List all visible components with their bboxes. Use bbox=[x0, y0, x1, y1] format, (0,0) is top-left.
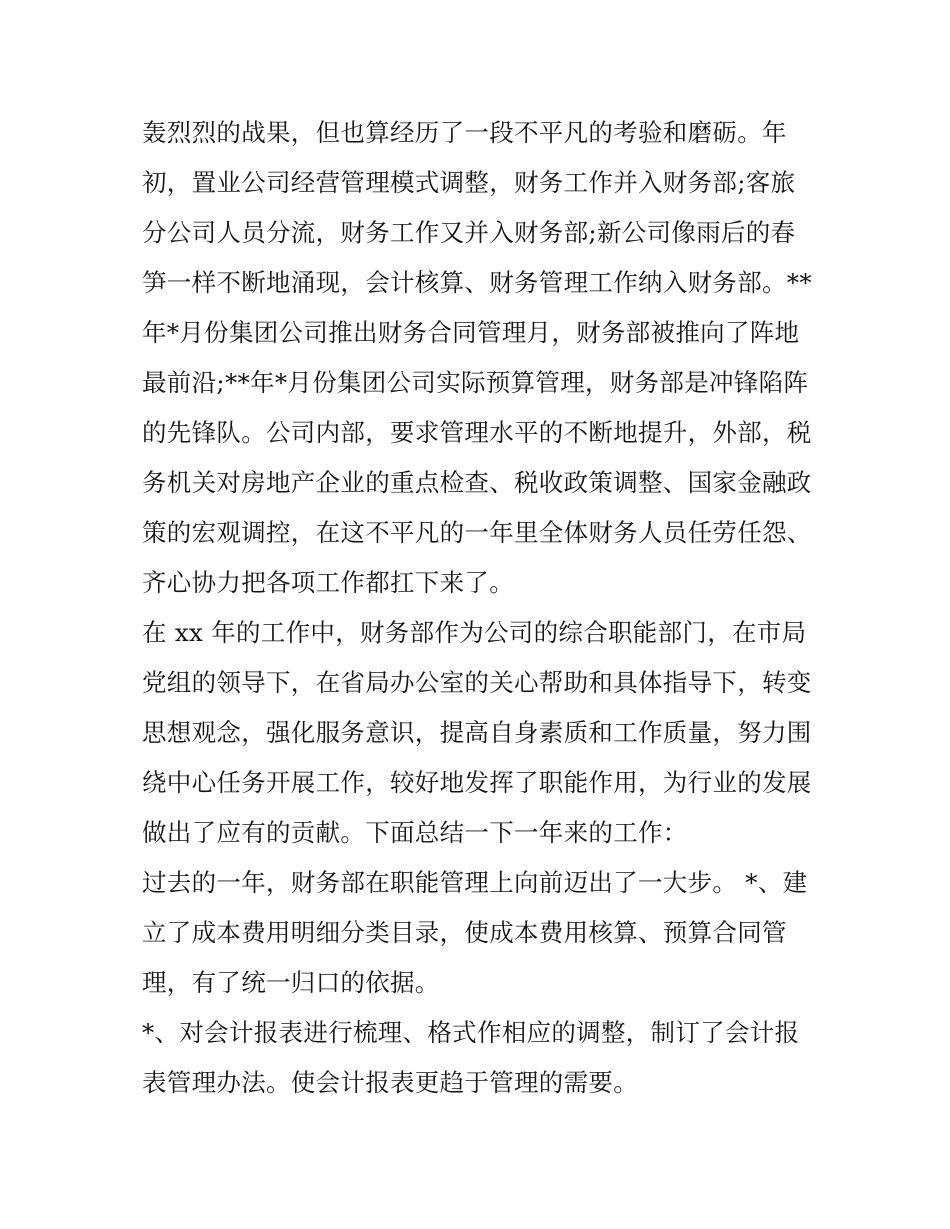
paragraph-3: 过去的一年，财务部在职能管理上向前迈出了一大步。 *、建 立了成本费用明细分类目录，使成本费用核算、预算合同管 理，有了统一归口的依据。 bbox=[142, 868, 808, 997]
document-body bbox=[142, 108, 812, 1108]
paragraph-4: *、对会计报表进行梳理、格式作相应的调整，制订了会计报 表管理办法。使会计报表更趋于管理的需要。 bbox=[142, 1018, 800, 1097]
paragraph-1: 轰烈烈的战果，但也算经历了一段不平凡的考验和磨砺。年 初，置业公司经营管理模式调整，财务工作并入财务部;客旅 分公司人员分流，财务工作又并入财务部;新公司像雨后的春 笋一样不断地涌现，会计核算、财务管理工作纳入财务部。** 年*月份集团公司推出财务合同管理月，财务部被推向了阵地 最前沿;**年*月份集团公司实际预算管理，财务部是冲锋陷阵 的先锋队。公司内部，要求管理水平的不断地提升，外部，税 务机关对房地产企业的重点检查、税收政策调整、国家金融政 策的宏观调控，在这不平凡的一年里全体财务人员任劳任怨、 齐心协力把各项工作都扛下来了。 bbox=[142, 118, 812, 597]
paragraph-2: 在 xx 年的工作中，财务部作为公司的综合职能部门，在市局 党组的领导下，在省局办公室的关心帮助和具体指导下，转变 思想观念，强化服务意识，提高自身素质和工作质量，努力围 绕中心任务开展工作，较好地发挥了职能作用，为行业的发展 做出了应有的贡献。下面总结一下一年来的工作： bbox=[142, 618, 812, 847]
